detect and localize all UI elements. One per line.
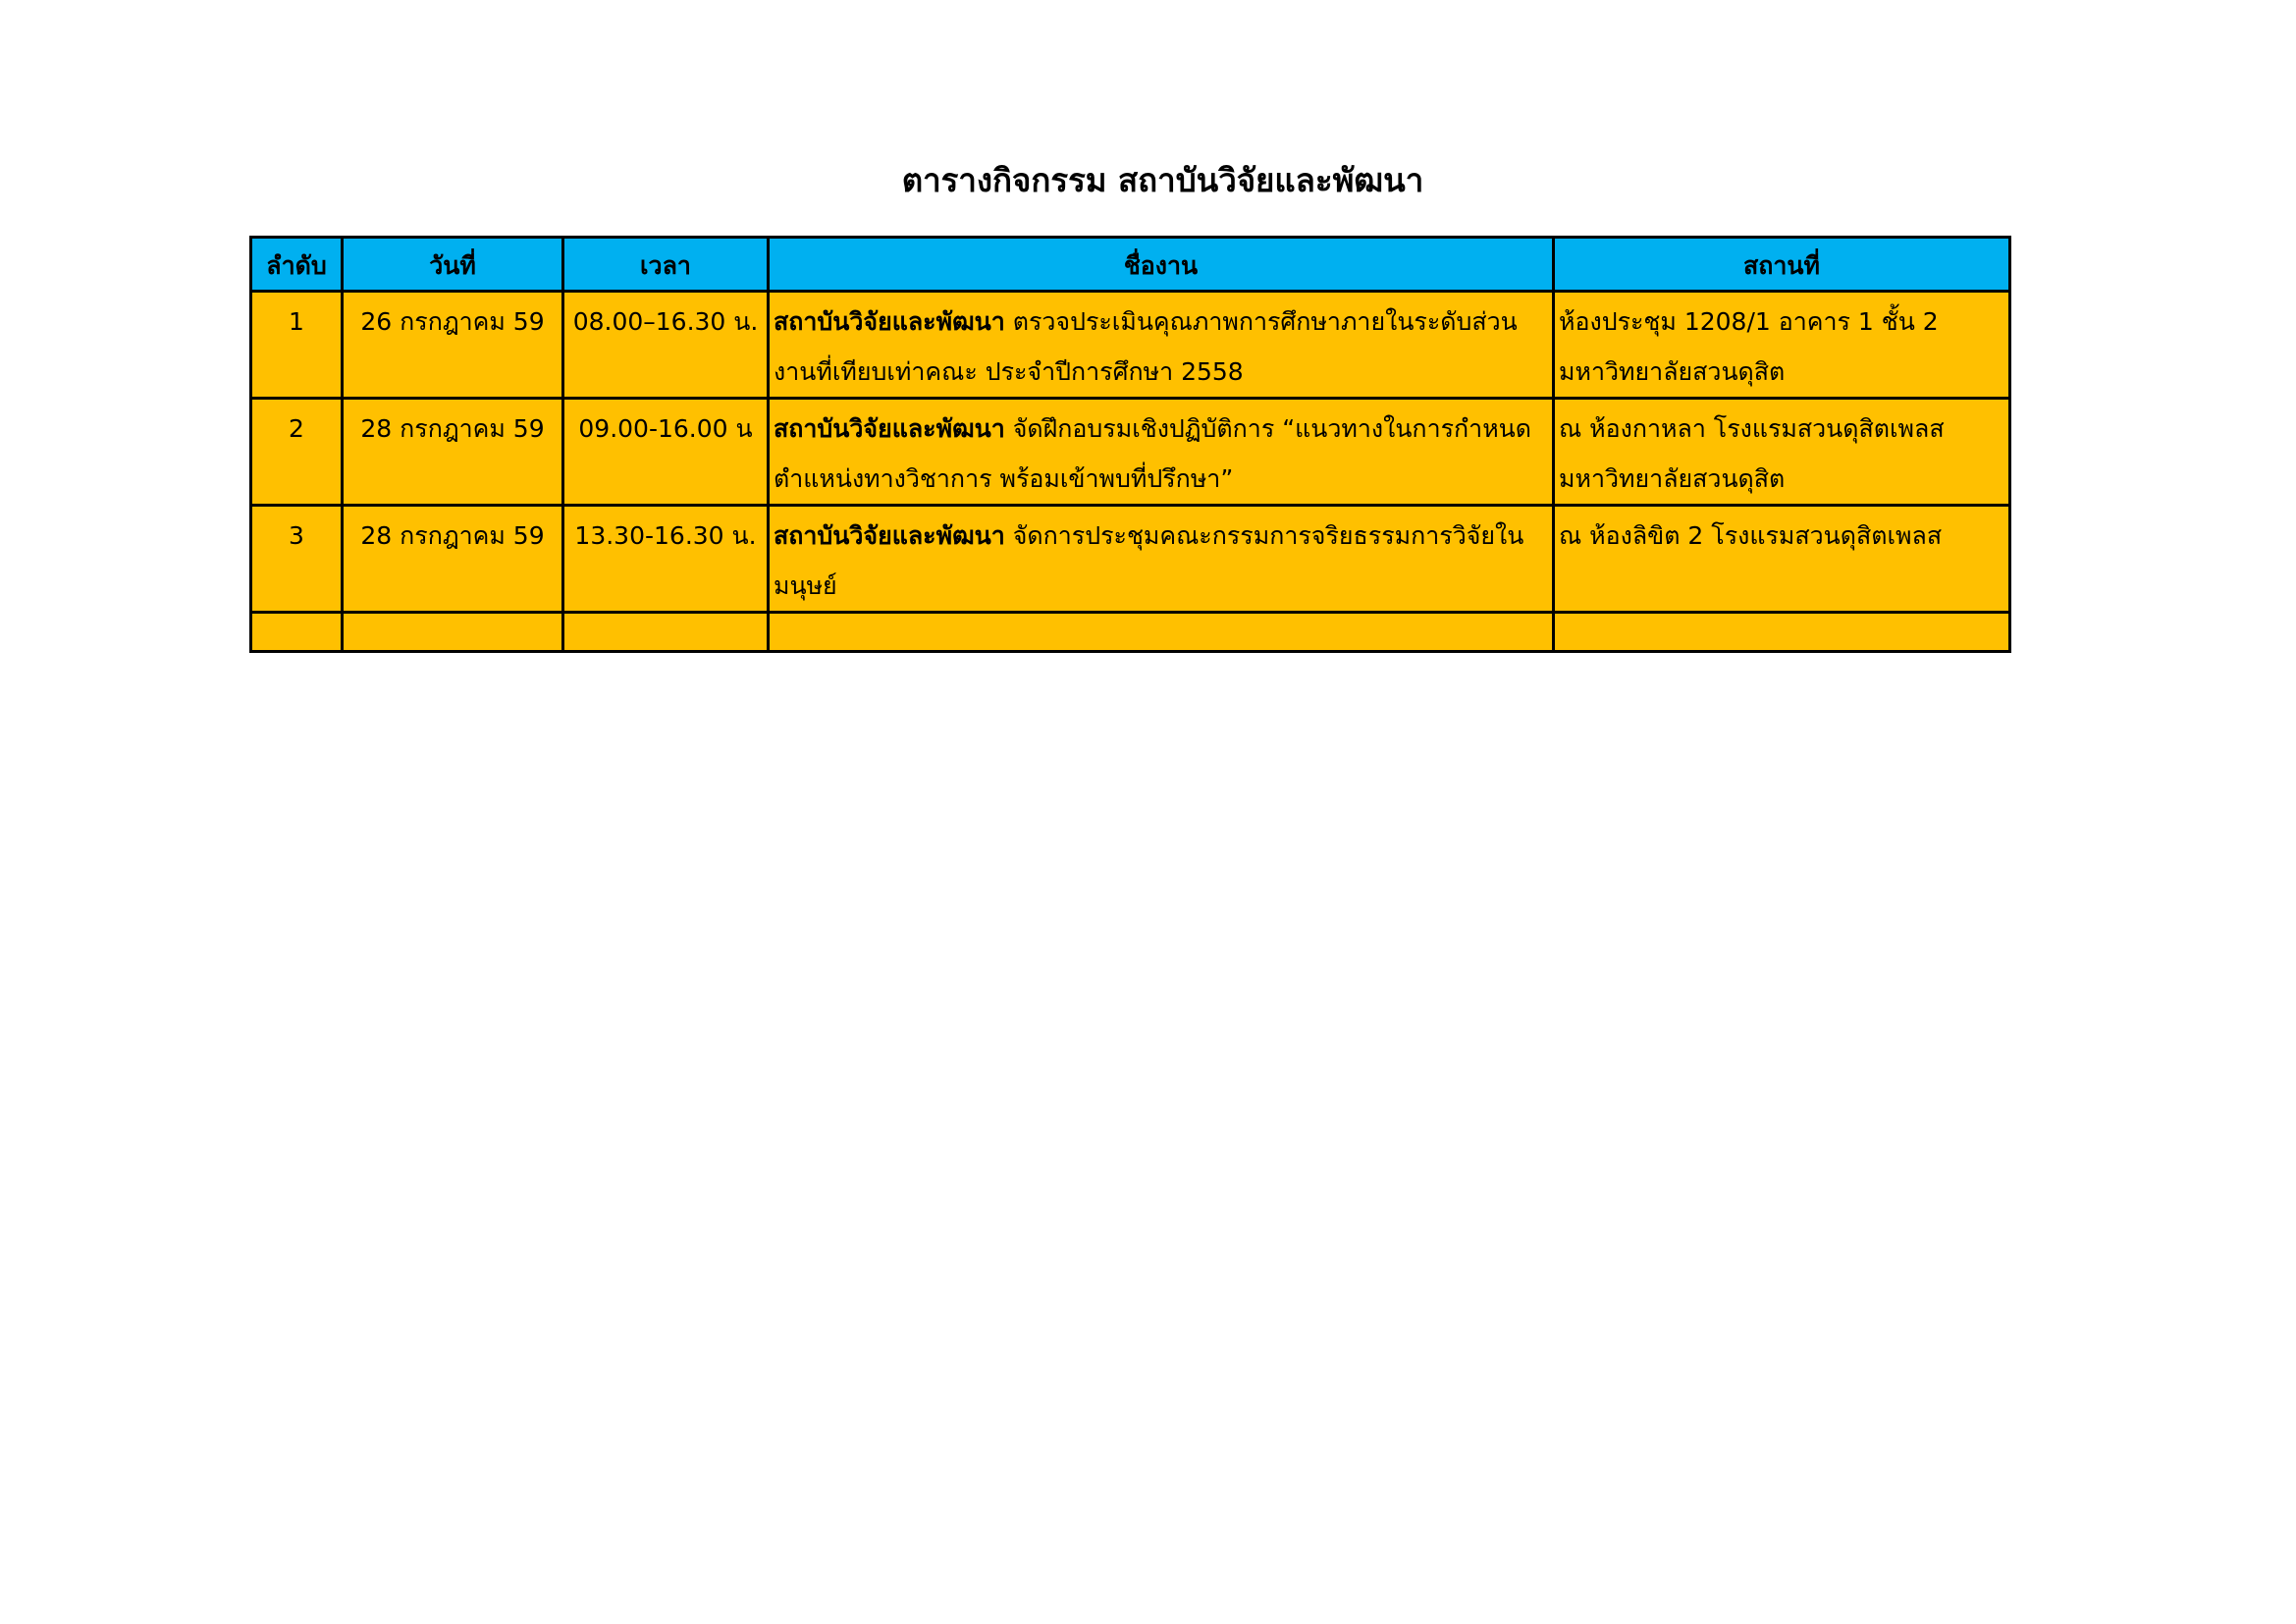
- empty-cell: [343, 613, 563, 652]
- table-row: [251, 399, 2010, 506]
- table-row: [251, 506, 2010, 613]
- row-event: [769, 292, 1554, 399]
- header-event-name: ชื่องาน: [769, 238, 1554, 292]
- event-description: ตรวจประเมินคุณภาพการศึกษาภายในระดับส่วนงานที่เทียบเท่าคณะ ประจำปีการศึกษา 2558: [774, 307, 1518, 386]
- row-place: ห้องประชุม 1208/1 อาคาร 1 ชั้น 2 มหาวิทยาลัยสวนดุสิต: [1554, 292, 2010, 399]
- header-date: วันที่: [343, 238, 563, 292]
- event-description: จัดฝึกอบรมเชิงปฏิบัติการ “แนวทางในการกำหนดตำแหน่งทางวิชาการ พร้อมเข้าพบที่ปรึกษา”: [774, 414, 1532, 493]
- row-date: 26 กรกฎาคม 59: [343, 292, 563, 399]
- row-place: ณ ห้องกาหลา โรงแรมสวนดุสิตเพลส มหาวิทยาลัยสวนดุสิต: [1554, 399, 2010, 506]
- row-date: 28 กรกฎาคม 59: [343, 399, 563, 506]
- row-time: 08.00–16.30 น.: [563, 292, 769, 399]
- empty-cell: [251, 613, 343, 652]
- event-description: จัดการประชุมคณะกรรมการจริยธรรมการวิจัยในมนุษย์: [774, 521, 1524, 600]
- row-event: [769, 399, 1554, 506]
- activity-table: [249, 236, 2011, 653]
- row-number: 3: [251, 506, 343, 613]
- page-title: ตารางกิจกรรม สถาบันวิจัยและพัฒนา: [901, 161, 1424, 199]
- row-time: 09.00-16.00 น: [563, 399, 769, 506]
- header-time: เวลา: [563, 238, 769, 292]
- row-time: 13.30-16.30 น.: [563, 506, 769, 613]
- row-event: [769, 506, 1554, 613]
- row-number: 1: [251, 292, 343, 399]
- header-no: ลำดับ: [251, 238, 343, 292]
- event-organizer: สถาบันวิจัยและพัฒนา: [774, 307, 1005, 336]
- row-place: ณ ห้องลิขิต 2 โรงแรมสวนดุสิตเพลส: [1554, 506, 2010, 613]
- table-row: [251, 292, 2010, 399]
- empty-cell: [1554, 613, 2010, 652]
- table-row-empty: [251, 613, 2010, 652]
- table-header-row: [251, 238, 2010, 292]
- empty-cell: [563, 613, 769, 652]
- event-organizer: สถาบันวิจัยและพัฒนา: [774, 521, 1005, 550]
- event-organizer: สถาบันวิจัยและพัฒนา: [774, 414, 1005, 443]
- row-date: 28 กรกฎาคม 59: [343, 506, 563, 613]
- header-place: สถานที่: [1554, 238, 2010, 292]
- row-number: 2: [251, 399, 343, 506]
- empty-cell: [769, 613, 1554, 652]
